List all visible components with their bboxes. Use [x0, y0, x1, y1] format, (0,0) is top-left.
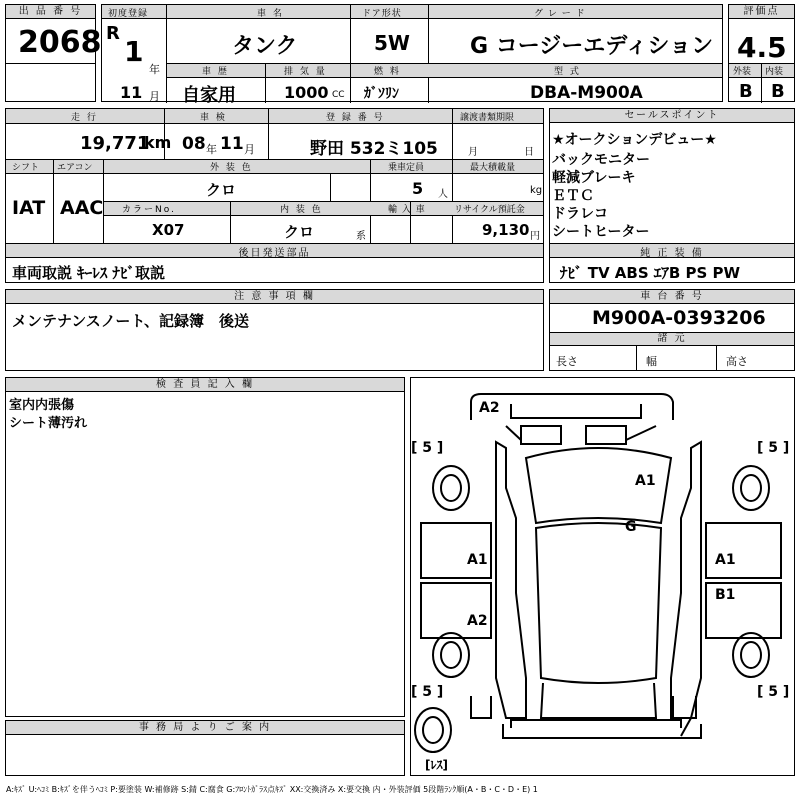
recycle-label: リサイクル預託金: [454, 205, 525, 215]
specs-label: 諸 元: [550, 333, 794, 346]
sales-point-item: ドラレコ: [552, 206, 608, 222]
inspection-month: 11: [220, 134, 244, 154]
door-type: 5W: [374, 31, 410, 55]
car-diagram: [411, 378, 794, 775]
lot-number: 2068: [18, 25, 102, 60]
tire-tread: [ 5 ]: [411, 684, 444, 700]
person-unit: 人: [438, 189, 448, 200]
first-reg-month: 11: [120, 83, 143, 102]
grade-label: グ レ ー ド: [534, 9, 586, 19]
model-code: DBA-M900A: [530, 83, 643, 103]
exterior-label: 外装: [733, 67, 752, 77]
first-reg-label: 初度登録: [108, 9, 149, 19]
damage-mark: A1: [715, 552, 736, 568]
yen-unit: 円: [530, 231, 540, 242]
sales-point-item: シートヒーター: [552, 224, 650, 240]
tire-tread: [ 5 ]: [757, 684, 790, 700]
history: 自家用: [182, 85, 236, 106]
genuine-equip-label: 純 正 装 備: [550, 244, 794, 258]
ext-color-label: 外 装 色: [210, 163, 253, 173]
max-load-label: 最大積載量: [470, 163, 516, 173]
transfer-day: 日: [524, 147, 534, 158]
legend-footer: A:ｷｽﾞ U:ﾍｺﾐ B:ｷｽﾞを伴うﾍｺﾐ P:要塗装 W:補修跡 S:錆 C:腐食 G:ﾌﾛﾝﾄｶﾞﾗｽ点ｷｽﾞ XX:交換済み X:要交換 内・外装評価 5段階ﾗﾝｸ順(A・B・C・D・E) 1: [6, 785, 538, 794]
notes-label: 注 意 事 項 欄: [6, 290, 543, 304]
fuel-label: 燃 料: [374, 67, 401, 77]
interior-label: 内装: [765, 67, 784, 77]
sales-point-item: ＥＴＣ: [552, 188, 594, 204]
tire-tread: [ 5 ]: [411, 440, 444, 456]
later-parts-label: 後日発送部品: [6, 244, 543, 258]
sales-point-item: 軽減ブレーキ: [552, 170, 636, 186]
capacity-label: 乗車定員: [388, 163, 425, 173]
mileage-label: 走 行: [71, 113, 98, 123]
chassis-label: 車 台 番 号: [550, 290, 794, 304]
aircon: AAC: [60, 197, 104, 219]
damage-mark: A2: [467, 613, 488, 629]
spare-tire: [ﾚｽ]: [425, 758, 448, 772]
damage-diagram-box: [410, 377, 795, 776]
vehicle-info-box: [101, 4, 723, 106]
int-color: クロ: [284, 223, 315, 241]
height-label: 高さ: [726, 355, 748, 368]
transfer-label: 譲渡書類期限: [460, 113, 515, 123]
tire-tread: [ 5 ]: [757, 440, 790, 456]
model-label: 型 式: [554, 67, 581, 77]
score-label: 評価点: [729, 5, 794, 19]
inspector-note: 室内内張傷: [9, 398, 75, 413]
color-number: X07: [152, 221, 185, 239]
damage-mark: B1: [715, 587, 736, 603]
month-unit: 月: [149, 90, 160, 103]
length-label: 長さ: [556, 355, 578, 368]
int-color-label: 内 装 色: [280, 205, 323, 215]
notes-box: [5, 289, 544, 371]
inspector-label: 検 査 員 記 入 欄: [6, 378, 404, 392]
notes-text: メンテナンスノート、記録簿 後送: [12, 312, 250, 330]
lot-number-label: 出 品 番 号: [6, 5, 95, 19]
displacement-label: 排 気 量: [284, 67, 327, 77]
sales-points-label: セールスポイント: [550, 109, 794, 123]
cc-unit: CC: [332, 90, 345, 100]
chassis-box: [549, 289, 795, 371]
year-unit: 年: [149, 63, 160, 76]
sales-point-item: ★オークションデビュー★: [552, 132, 717, 148]
fuel: ｶﾞｿﾘﾝ: [364, 86, 399, 102]
car-name: タンク: [232, 34, 298, 59]
damage-mark: A2: [479, 400, 500, 416]
inspection-year: 08: [182, 134, 206, 154]
kg-unit: kg: [530, 185, 543, 196]
details-box: [5, 108, 544, 283]
inspection-year-unit: 年: [206, 143, 217, 156]
kei-unit: 系: [356, 231, 366, 242]
era-mark: R: [106, 23, 120, 44]
inspector-note: シート薄汚れ: [9, 416, 88, 431]
office-box: [5, 720, 405, 776]
inspection-label: 車 検: [200, 113, 227, 123]
genuine-equipment: ﾅﾋﾞ TV ABS ｴｱB PS PW: [560, 264, 741, 282]
import-label: 輸 入 車: [388, 205, 426, 215]
interior-score: B: [771, 81, 785, 102]
damage-mark: A1: [467, 552, 488, 568]
inspector-box: [5, 377, 405, 717]
damage-mark: G: [625, 519, 637, 535]
aircon-label: エアコン: [57, 163, 93, 173]
transfer-month: 月: [468, 147, 478, 158]
capacity: 5: [412, 179, 424, 198]
shift-label: シフト: [12, 163, 40, 173]
later-parts: 車両取説 ｷｰﾚｽ ﾅﾋﾞ取説: [12, 264, 165, 282]
displacement: 1000: [284, 83, 329, 102]
shift: IAT: [12, 197, 46, 219]
mileage: 19,771: [80, 133, 150, 154]
office-label: 事 務 局 よ り ご 案 内: [6, 721, 404, 735]
km-unit: km: [144, 133, 172, 152]
sales-points-box: [549, 108, 795, 283]
overall-score: 4.5: [737, 31, 787, 64]
door-label: ドア形状: [362, 9, 402, 19]
ext-color: クロ: [206, 181, 237, 199]
exterior-score: B: [739, 81, 753, 102]
first-reg-year: 1: [124, 35, 144, 68]
sales-point-item: バックモニター: [552, 152, 650, 168]
recycle-fee: 9,130: [482, 221, 530, 239]
score-box: [728, 4, 795, 102]
width-label: 幅: [646, 355, 657, 368]
color-no-label: カラーNo.: [122, 205, 176, 215]
history-label: 車 歴: [202, 67, 229, 77]
inspection-month-unit: 月: [244, 143, 255, 156]
chassis-number: M900A-0393206: [592, 307, 766, 329]
registration-number: 野田 532ミ105: [310, 139, 438, 159]
reg-no-label: 登 録 番 号: [326, 113, 385, 123]
lot-number-box: [5, 4, 102, 102]
damage-mark: A1: [635, 473, 656, 489]
car-name-label: 車 名: [257, 9, 284, 19]
grade: G コージーエディション: [470, 34, 714, 59]
